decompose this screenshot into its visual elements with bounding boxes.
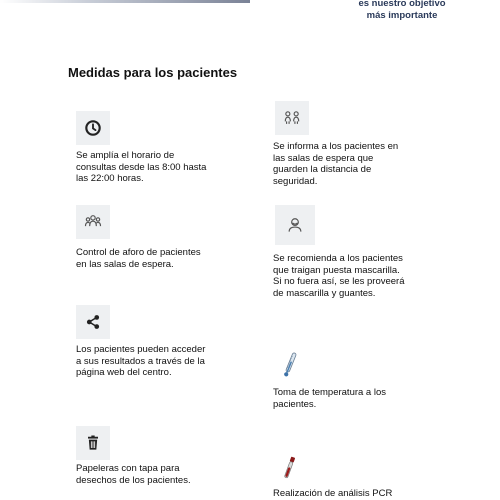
measure-bins [76, 426, 211, 486]
measure-results-text: Los pacientes pueden acceder a sus resultados a través de la página web del centro. [76, 344, 206, 378]
measure-temperature-text: Toma de temperatura a los pacientes. [273, 387, 387, 410]
social-distance-icon [275, 101, 309, 135]
measure-results [76, 305, 211, 379]
measure-temperature [273, 346, 408, 410]
tagline-line-1: es nuestro objetivo [358, 0, 446, 9]
measure-pcr [273, 450, 408, 500]
trash-icon [76, 426, 110, 460]
measure-bins-text: Papeleras con tapa para desechos de los pacientes. [76, 463, 191, 486]
measure-capacity-text: Control de aforo de pacientes en las salas de espera. [76, 247, 201, 270]
masked-person-icon [275, 205, 315, 245]
measure-schedule-text: Se amplía el horario de consultas desde las 8:00 hasta las 22:00 horas. [76, 150, 207, 184]
measure-capacity [76, 205, 211, 270]
tagline-line-2: más importante [366, 10, 438, 21]
group-icon [76, 205, 110, 239]
clock-icon [76, 111, 110, 145]
thermometer-icon [273, 346, 307, 384]
measure-mask-text: Se recomienda a los pacientes que traigan puesta mascarilla. Si no fuera así, se les proveerá de mascarilla y guantes. [273, 253, 405, 299]
header-tagline [332, 0, 472, 22]
share-icon [76, 305, 110, 339]
header-accent-bar [0, 0, 250, 3]
measure-distance-text: Se informa a los pacientes en las salas de espera que guarden la distancia de seguridad. [273, 141, 399, 187]
measure-mask [273, 205, 408, 299]
measure-pcr-text: Realización de análisis PCR [273, 488, 393, 499]
page-title: Medidas para los pacientes [68, 65, 238, 80]
measure-schedule [76, 111, 211, 185]
measure-distance [273, 101, 408, 187]
test-tube-icon [273, 450, 313, 488]
